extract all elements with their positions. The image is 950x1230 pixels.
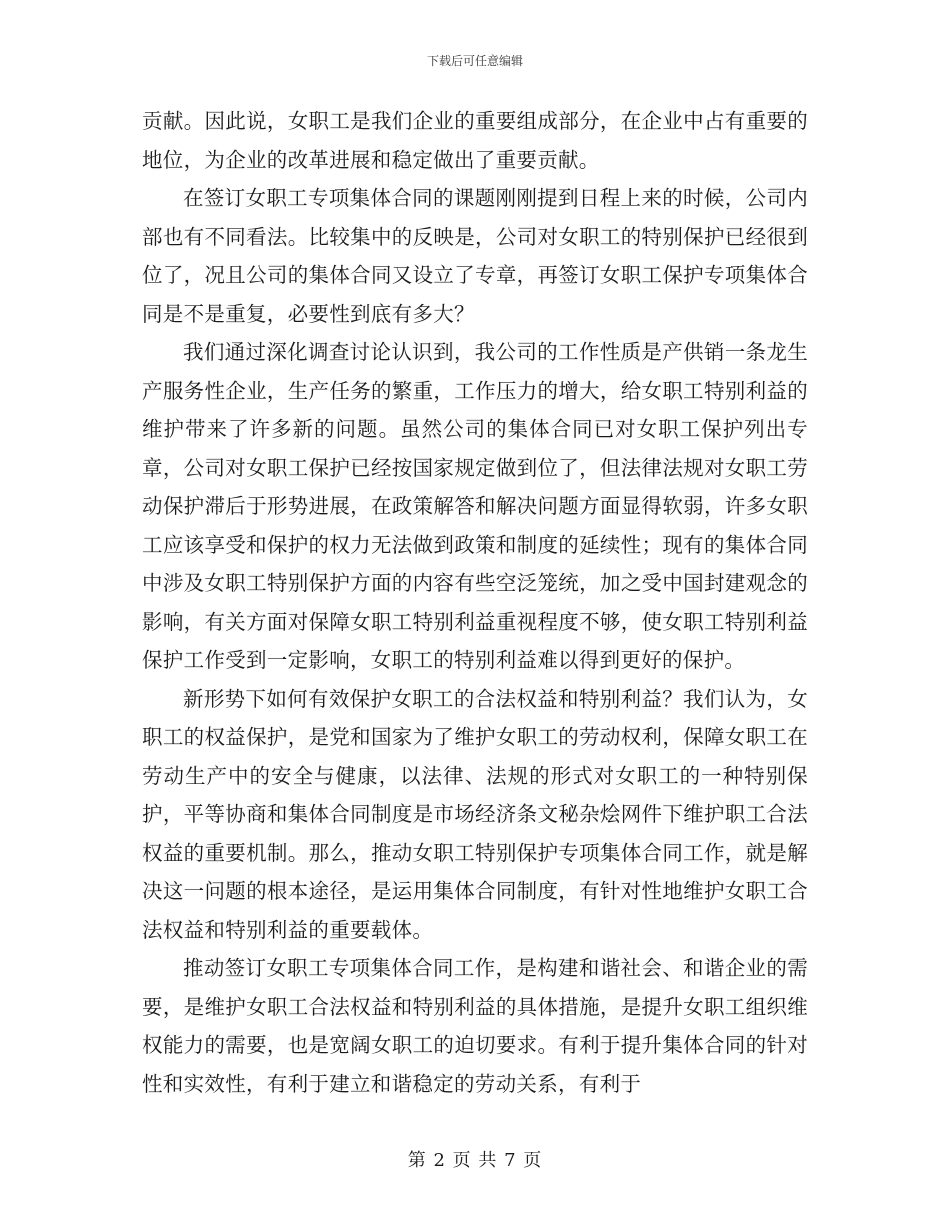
- paragraph: 在签订女职工专项集体合同的课题刚刚提到日程上来的时候，公司内部也有不同看法。比较集中的反映是，公司对女职工的特别保护已经很到位了，况且公司的集体合同又设立了专章，再签订女职工保护专项集体合同是不是重复，必要性到底有多大？: [142, 186, 808, 326]
- document-body: [142, 102, 808, 1103]
- paragraph-continuation: 贡献。因此说，女职工是我们企业的重要组成部分，在企业中占有重要的地位，为企业的改革进展和稳定做出了重要贡献。: [142, 109, 808, 172]
- page-header: 下载后可任意编辑: [426, 54, 523, 68]
- paragraph: 我们通过深化调查讨论认识到，我公司的工作性质是产供销一条龙生产服务性企业，生产任务的繁重，工作压力的增大，给女职工特别利益的维护带来了许多新的问题。虽然公司的集体合同已对女职工保护列出专章，公司对女职工保护已经按国家规定做到位了，但法律法规对女职工劳动保护滞后于形势进展，在政策解答和解决问题方面显得软弱，许多女职工应该享受和保护的权力无法做到政策和制度的延续性；现有的集体合同中涉及女职工特别保护方面的内容有些空泛笼统，加之受中国封建观念的影响，有关方面对保障女职工特别利益重视程度不够，使女职工特别利益保护工作受到一定影响，女职工的特别利益难以得到更好的保护。: [142, 340, 808, 672]
- paragraph: 推动签订女职工专项集体合同工作，是构建和谐社会、和谐企业的需要，是维护女职工合法权益和特别利益的具体措施，是提升女职工组织维权能力的需要，也是宽阔女职工的迫切要求。有利于提升集体合同的针对性和实效性，有利于建立和谐稳定的劳动关系，有利于: [142, 956, 808, 1096]
- paragraph: 新形势下如何有效保护女职工的合法权益和特别利益？我们认为，女职工的权益保护，是党和国家为了维护女职工的劳动权利，保障女职工在劳动生产中的安全与健康，以法律、法规的形式对女职工的一种特别保护，平等协商和集体合同制度是市场经济条文秘杂烩网件下维护职工合法权益的重要机制。那么，推动女职工特别保护专项集体合同工作，就是解决这一问题的根本途径，是运用集体合同制度，有针对性地维护女职工合法权益和特别利益的重要载体。: [142, 686, 808, 942]
- page-number-footer: 第 2 页 共 7 页: [407, 1150, 543, 1171]
